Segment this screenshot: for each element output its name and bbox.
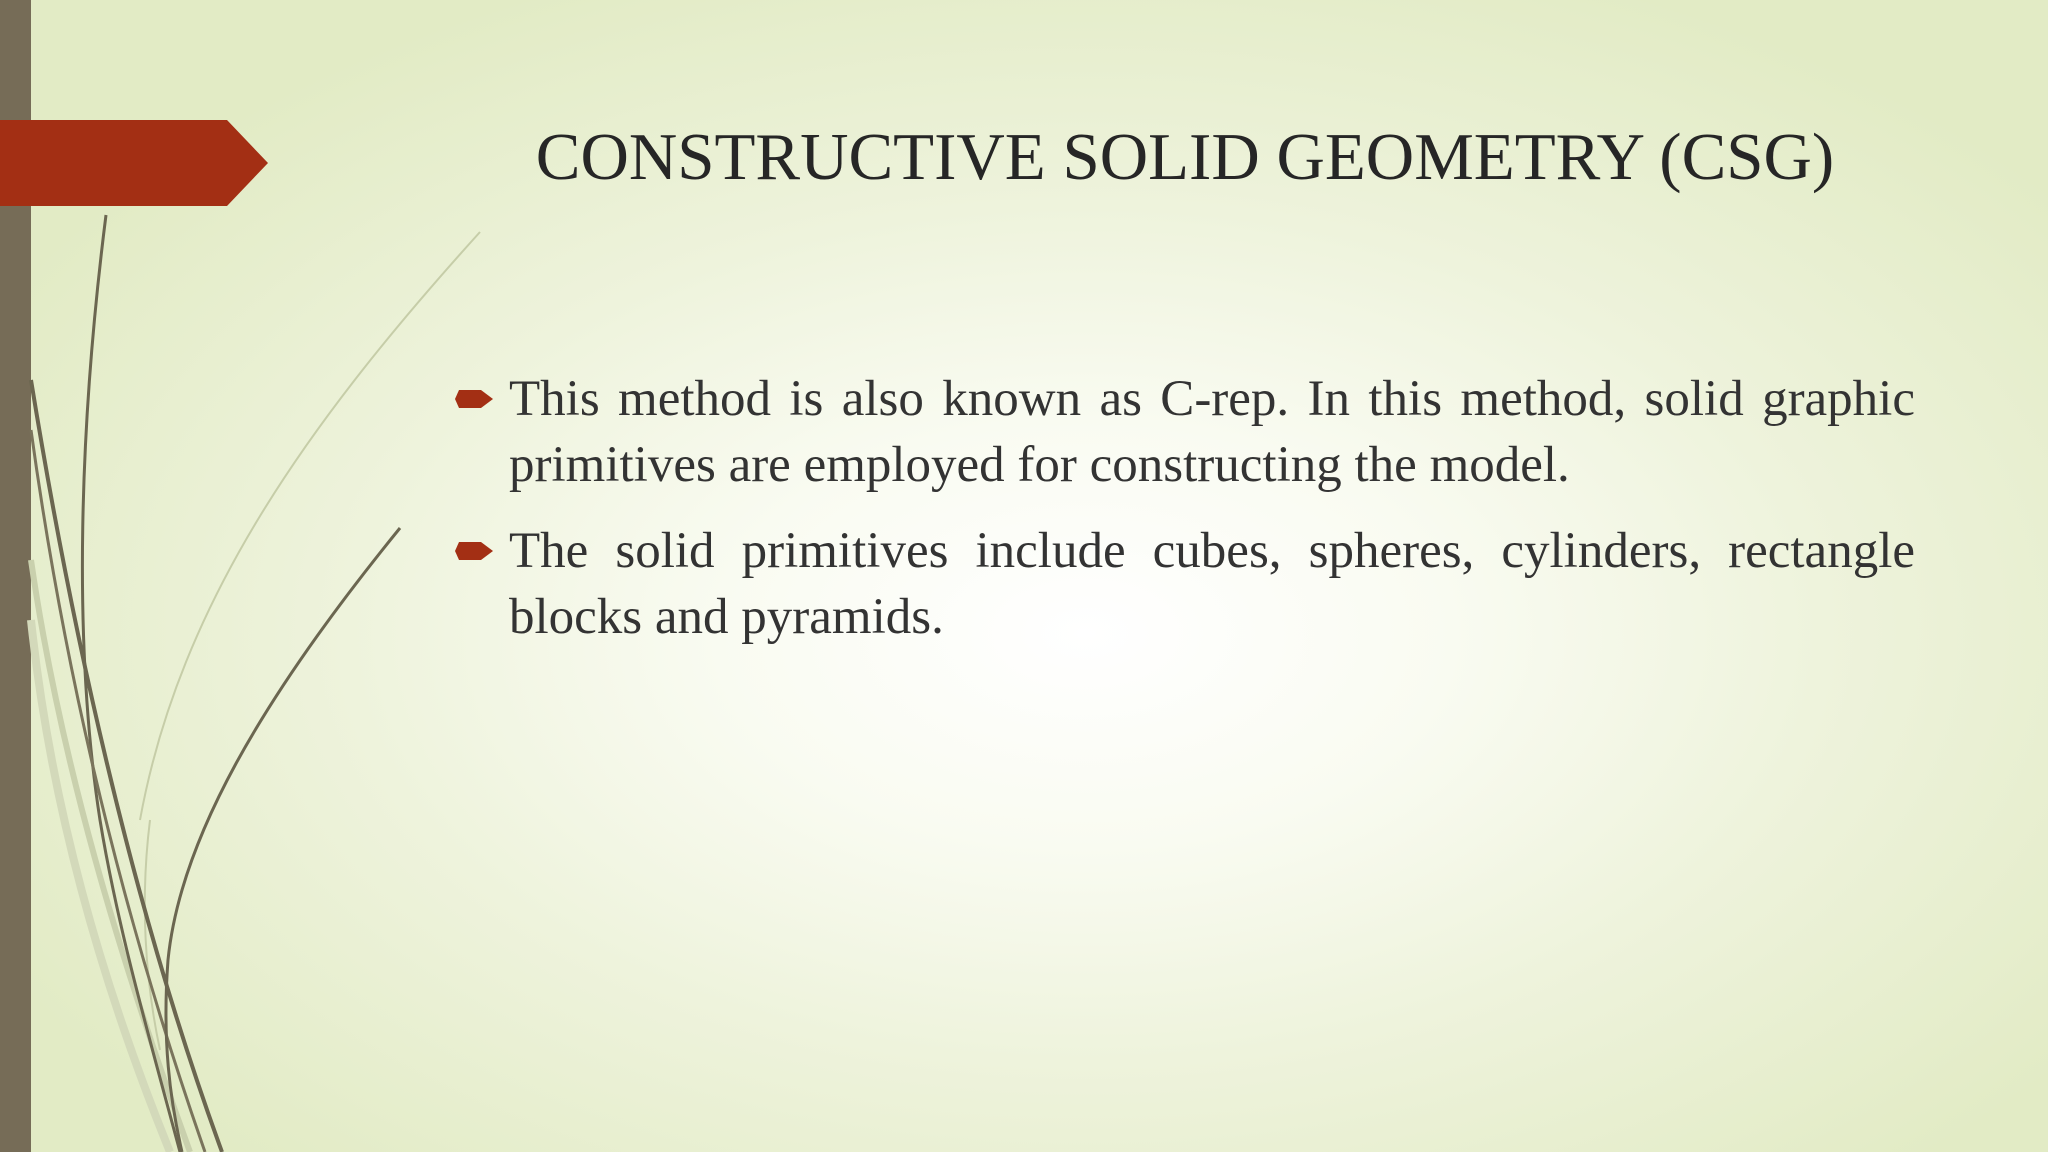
right-arrow-icon xyxy=(455,538,495,564)
slide-title: CONSTRUCTIVE SOLID GEOMETRY (CSG) xyxy=(535,120,1835,194)
right-arrow-icon xyxy=(455,386,495,412)
title-arrow-shape xyxy=(0,120,270,206)
bullet-list xyxy=(455,366,1915,670)
bullet-text: The solid primitives include cubes, spheres, cylinders, rectangle blocks and pyramids. xyxy=(509,523,1915,645)
bullet-item xyxy=(455,366,1915,498)
bullet-text: This method is also known as C-rep. In this method, solid graphic primitives are employed for constructing the model. xyxy=(509,371,1915,493)
bullet-item xyxy=(455,518,1915,650)
